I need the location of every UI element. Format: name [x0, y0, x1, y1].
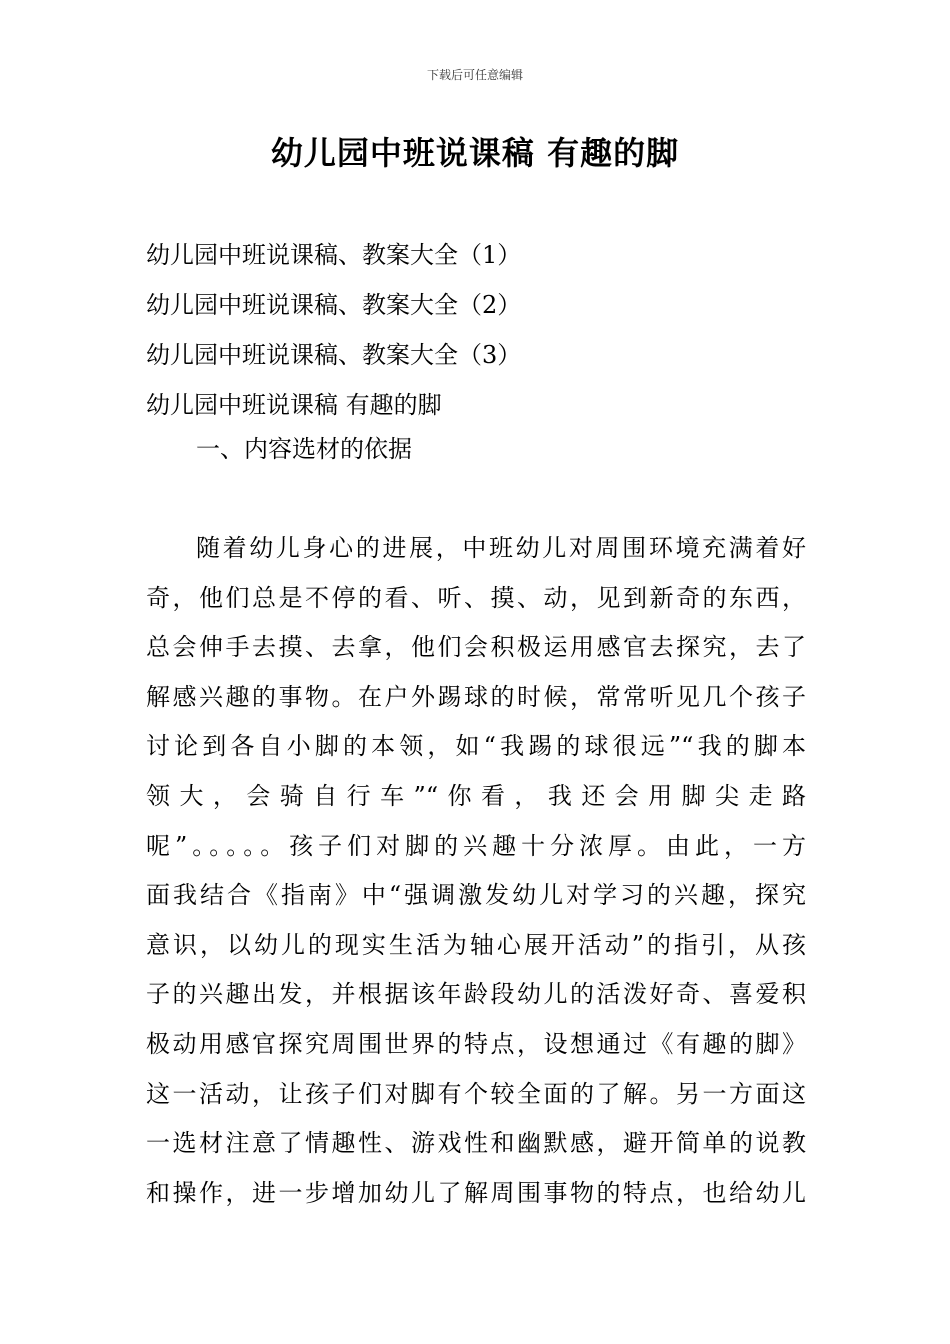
paragraph-line: 随着幼儿身心的进展，中班幼儿对周围环境充满着好: [196, 534, 806, 562]
paragraph-line: 一选材注意了情趣性、游戏性和幽默感，避开简单的说教: [146, 1129, 806, 1158]
paragraph-line: 和操作，进一步增加幼儿了解周围事物的特点，也给幼儿: [146, 1178, 806, 1207]
paragraph-line: 呢”。。。。。孩子们对脚的兴趣十分浓厚。由此，一方: [146, 831, 806, 860]
paragraph-line: 领大，会骑自行车”“你看，我还会用脚尖走路: [146, 781, 806, 810]
paragraph-line: 面我结合《指南》中“强调激发幼儿对学习的兴趣，探究: [146, 881, 806, 910]
paragraph-line: 解感兴趣的事物。在户外踢球的时候，常常听见几个孩子: [146, 682, 806, 711]
paragraph-line: 极动用感官探究周围世界的特点，设想通过《有趣的脚》: [146, 1029, 806, 1058]
document-title: 幼儿园中班说课稿 有趣的脚: [270, 134, 680, 172]
paragraph-line: 这一活动，让孩子们对脚有个较全面的了解。另一方面这: [146, 1079, 806, 1108]
toc-item[interactable]: 幼儿园中班说课稿、教案大全（1）: [146, 241, 522, 269]
body-paragraph: [146, 524, 806, 1218]
toc-list: [146, 230, 826, 430]
toc-item[interactable]: 幼儿园中班说课稿、教案大全（3）: [146, 341, 522, 369]
paragraph-line: 奇，他们总是不停的看、听、摸、动，见到新奇的东西，: [146, 583, 806, 612]
paragraph-line: 总会伸手去摸、去拿，他们会积极运用感官去探究，去了: [146, 633, 806, 662]
toc-item[interactable]: 幼儿园中班说课稿、教案大全（2）: [146, 291, 522, 319]
header-note: 下载后可任意编辑: [426, 68, 523, 82]
section-heading: 一、内容选材的依据: [196, 435, 412, 463]
toc-item[interactable]: 幼儿园中班说课稿 有趣的脚: [146, 391, 442, 419]
paragraph-line: 意识，以幼儿的现实生活为轴心展开活动”的指引，从孩: [146, 930, 806, 959]
paragraph-line: 子的兴趣出发，并根据该年龄段幼儿的活泼好奇、喜爱积: [146, 980, 806, 1009]
paragraph-line: 讨论到各自小脚的本领，如“我踢的球很远”“我的脚本: [146, 732, 806, 761]
